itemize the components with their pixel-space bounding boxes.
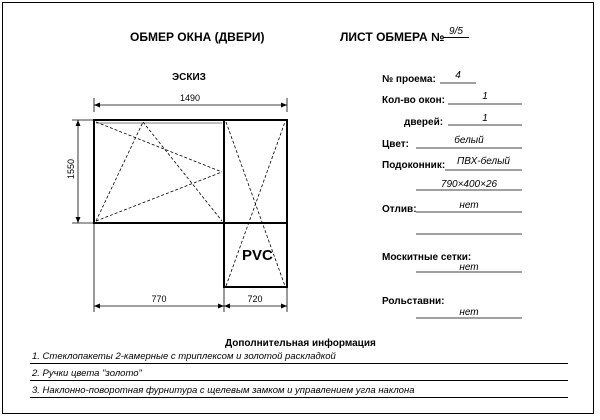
sheet-number: 9/5: [443, 26, 469, 38]
drip-label: Отлив:: [382, 204, 417, 215]
opening-lines-left: [96, 122, 222, 221]
note-item: 1. Стеклопакеты 2-камерные с триплексом и золотой раскладкой: [32, 351, 336, 362]
note-item: 2. Ручки цвета "золото": [32, 368, 142, 379]
sketch-title: ЭСКИЗ: [172, 72, 206, 83]
mosquito-label: Москитные сетки:: [382, 252, 472, 263]
dim-width-total: 1490: [179, 93, 201, 103]
dim-width-right: 720: [247, 294, 263, 304]
doors-count-value: 1: [482, 113, 488, 124]
arrow-head: [218, 304, 224, 309]
note-underline: [30, 397, 568, 398]
color-value: белый: [454, 135, 484, 146]
shutters-label: Рольставни:: [382, 296, 445, 307]
windows-count-value: 1: [482, 91, 488, 102]
shutters-value: нет: [459, 307, 479, 318]
pvc-label: PVC: [242, 247, 273, 264]
note-item: 3. Наклонно-поворотная фурнитура с щелевым замком и управлением угла наклона: [32, 385, 415, 396]
sill-label: Подоконник:: [382, 160, 446, 171]
arrow-head: [281, 103, 287, 108]
opening-number-value: 4: [455, 70, 461, 81]
mosquito-value: нет: [459, 262, 479, 273]
dim-height-total: 1550: [66, 158, 76, 180]
opening-number-label: № проема:: [382, 74, 436, 85]
arrow-head: [94, 304, 100, 309]
sill-value: ПВХ-белый: [457, 156, 510, 167]
window-frame: [94, 120, 287, 223]
sill-size: 790×400×26: [440, 179, 498, 190]
doors-count-label: дверей:: [404, 117, 444, 128]
arrow-head: [76, 217, 81, 223]
arrow-head: [224, 304, 230, 309]
arrow-head: [76, 120, 81, 126]
form-title: ОБМЕР ОКНА (ДВЕРИ): [130, 30, 265, 44]
dim-width-left: 770: [151, 294, 167, 304]
note-underline: [30, 363, 568, 364]
drip-value: нет: [459, 200, 479, 211]
additional-info-title: Дополнительная информация: [225, 338, 376, 349]
sheet-label: ЛИСТ ОБМЕРА №: [340, 30, 445, 44]
arrow-head: [281, 304, 287, 309]
note-underline: [30, 380, 568, 381]
color-label: Цвет:: [382, 139, 409, 150]
arrow-head: [94, 103, 100, 108]
windows-count-label: Кол-во окон:: [382, 95, 446, 106]
